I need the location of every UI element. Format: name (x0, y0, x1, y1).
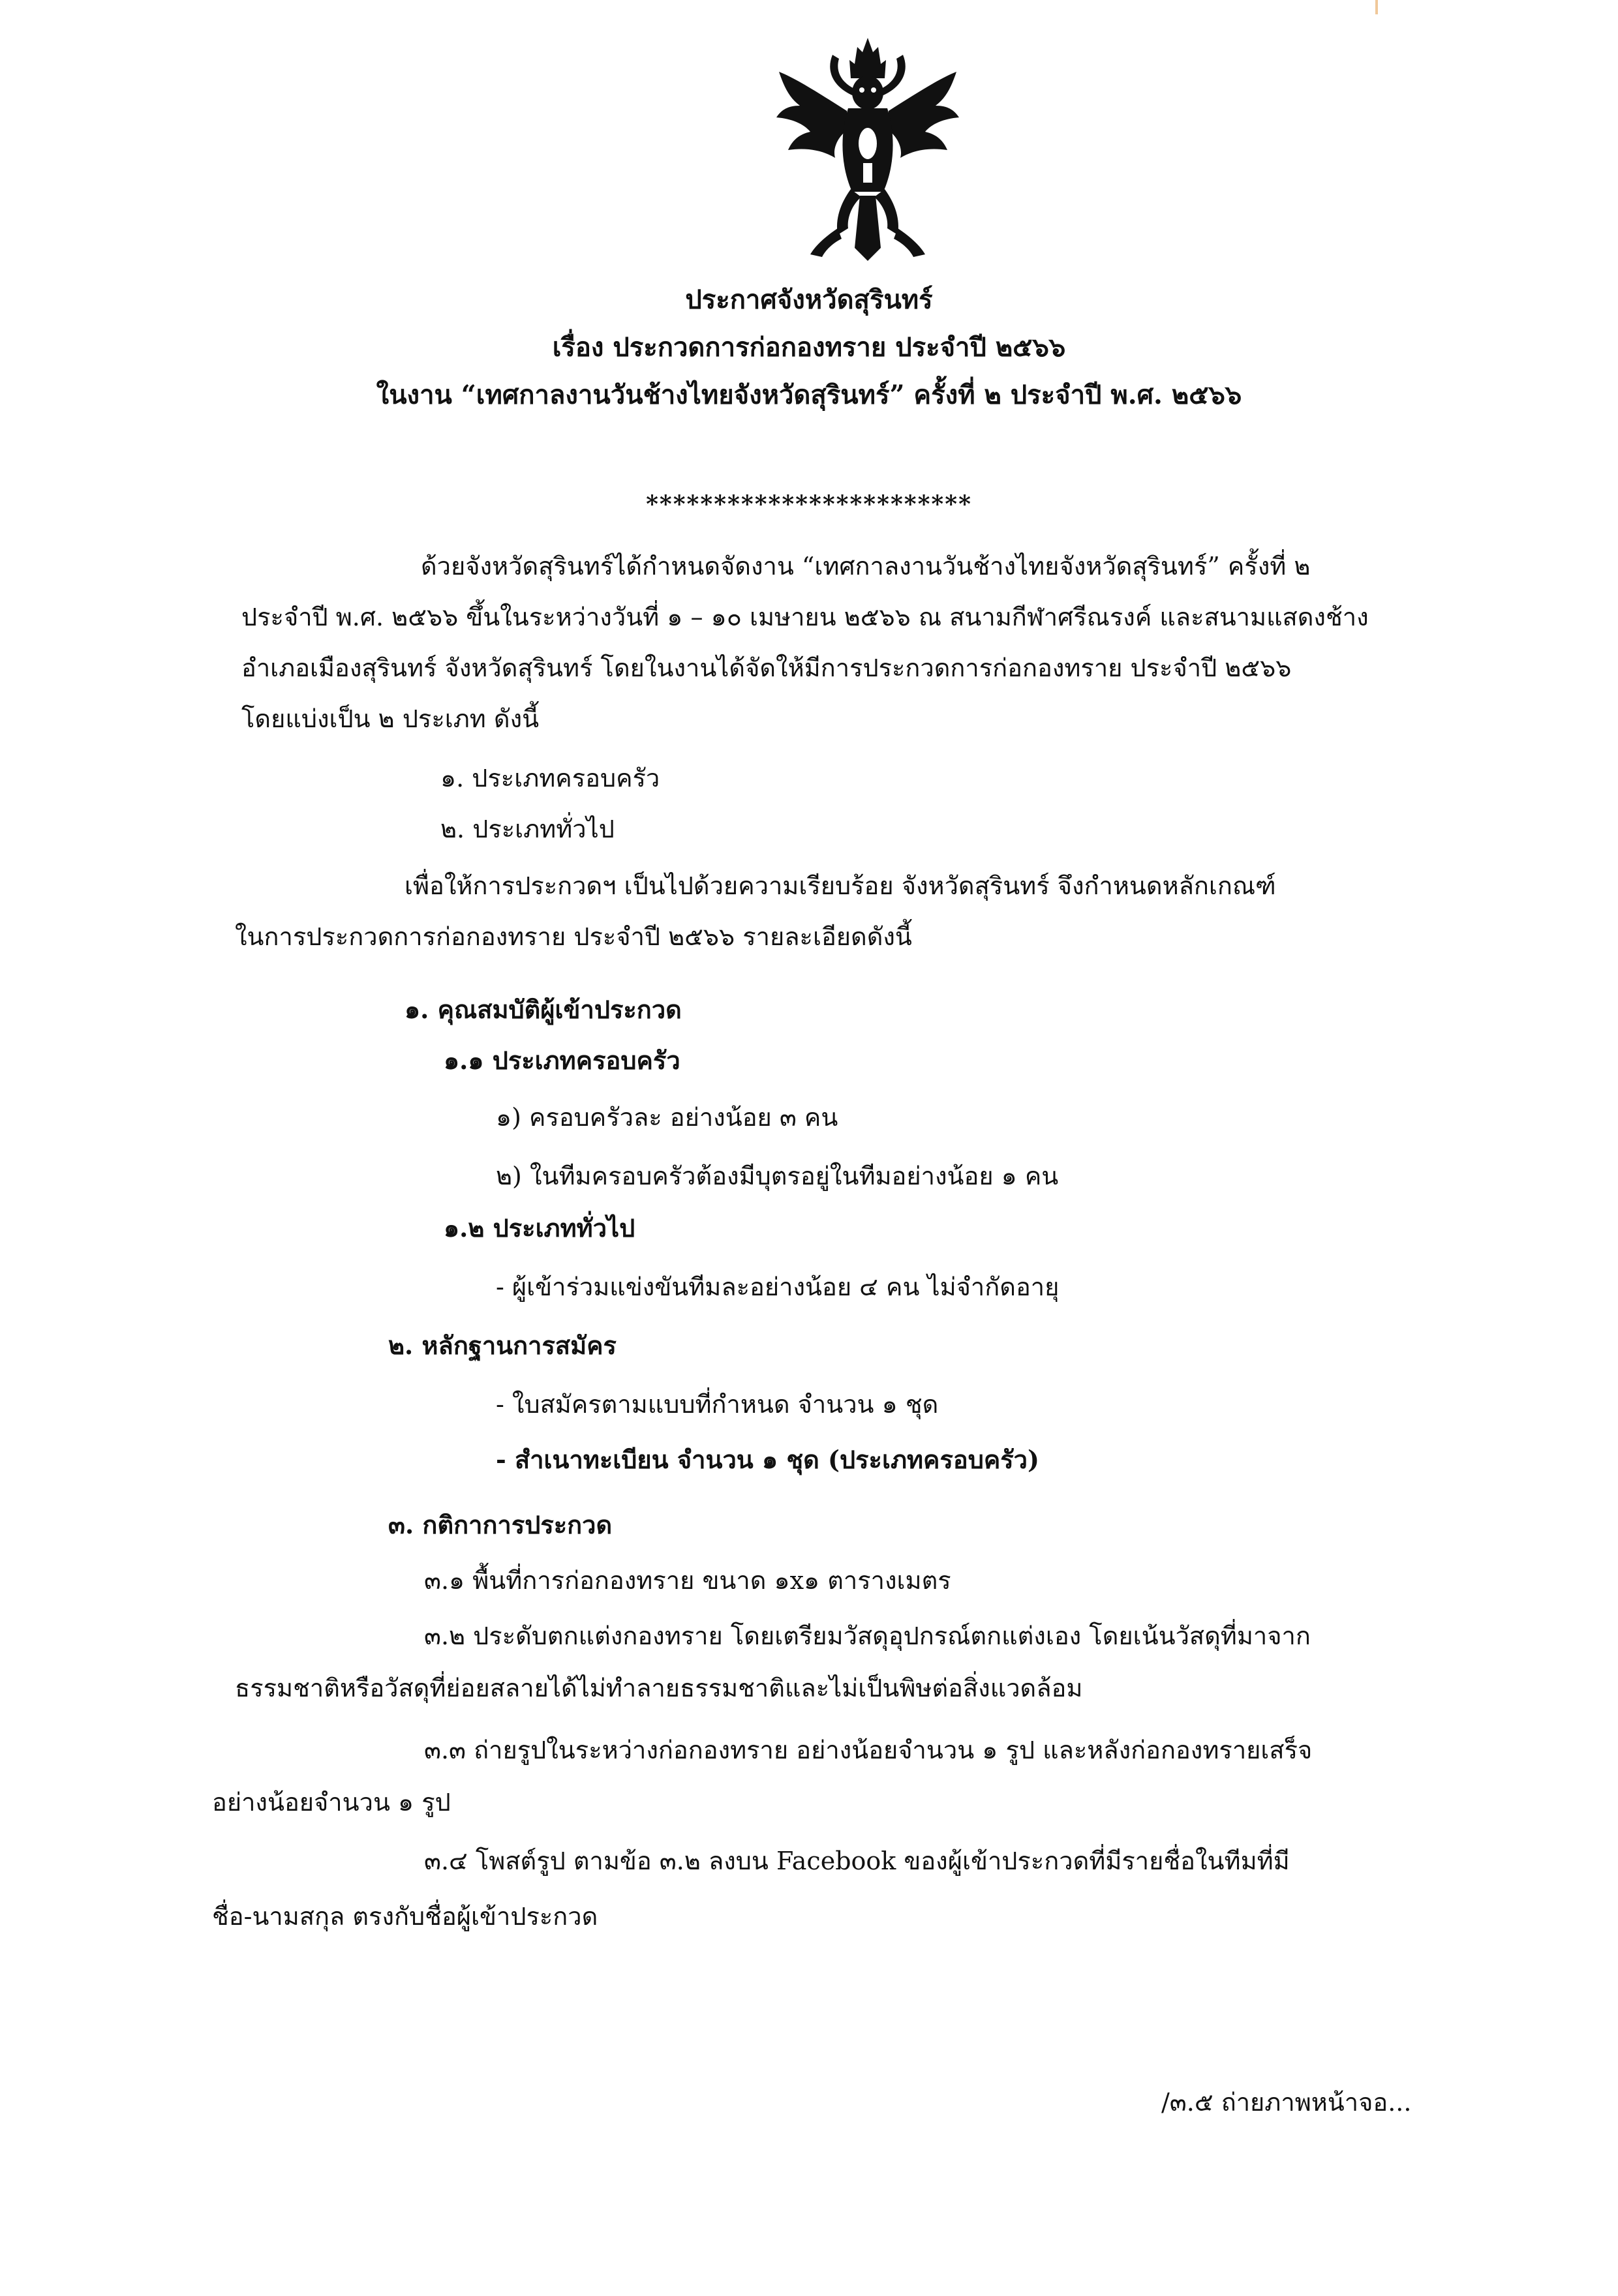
section-1-2-title: ๑.๒ ประเภททั่วไป (444, 1213, 635, 1243)
type-family: ๑. ประเภทครอบครัว (440, 764, 660, 793)
rule-3-4-line-1: ๓.๔ โพสต์รูป ตามข้อ ๓.๒ ลงบน Facebook ของผู้เข้าประกวดที่มีรายชื่อในทีมที่มี (424, 1847, 1290, 1875)
continued-note: /๓.๕ ถ่ายภาพหน้าจอ... (1161, 2088, 1412, 2117)
announcement-subject: เรื่อง ประกวดการก่อกองทราย ประจำปี ๒๕๖๖ (552, 332, 1066, 363)
rule-3-4-line-2: ชื่อ-นามสกุล ตรงกับชื่อผู้เข้าประกวด (212, 1902, 598, 1931)
intro-line-2: ประจำปี พ.ศ. ๒๕๖๖ ขึ้นในระหว่างวันที่ ๑ – ๑๐ เมษายน ๒๕๖๖ ณ สนามกีฬาศรีณรงค์ และสนามแสดงช้าง (241, 603, 1369, 631)
section-1-2-item-1: - ผู้เข้าร่วมแข่งขันทีมละอย่างน้อย ๔ คน ไม่จำกัดอายุ (496, 1273, 1060, 1301)
section-1-1-item-2: ๒) ในทีมครอบครัวต้องมีบุตรอยู่ในทีมอย่างน้อย ๑ คน (496, 1162, 1059, 1190)
separator-stars: ************************ (646, 491, 972, 518)
section-3-title: ๓. กติกาการประกวด (388, 1510, 613, 1539)
section-1-title: ๑. คุณสมบัติผู้เข้าประกวด (404, 995, 682, 1024)
announcement-org: ประกาศจังหวัดสุรินทร์ (685, 284, 933, 315)
type-general: ๒. ประเภททั่วไป (440, 815, 615, 843)
purpose-line-2: ในการประกวดการก่อกองทราย ประจำปี ๒๕๖๖ รายละเอียดดังนี้ (235, 922, 912, 951)
rule-3-1: ๓.๑ พื้นที่การก่อกองทราย ขนาด ๑x๑ ตารางเมตร (424, 1566, 951, 1595)
section-1-1-item-1: ๑) ครอบครัวละ อย่างน้อย ๓ คน (496, 1103, 838, 1132)
announcement-event: ในงาน “เทศกาลงานวันช้างไทยจังหวัดสุรินทร์” ครั้งที่ ๒ ประจำปี พ.ศ. ๒๕๖๖ (376, 380, 1242, 410)
rule-3-3-line-1: ๓.๓ ถ่ายรูปในระหว่างก่อกองทราย อย่างน้อยจำนวน ๑ รูป และหลังก่อกองทรายเสร็จ (424, 1736, 1313, 1764)
garuda-emblem (770, 33, 966, 274)
rule-3-2-line-1: ๓.๒ ประดับตกแต่งกองทราย โดยเตรียมวัสดุอุปกรณ์ตกแต่งเอง โดยเน้นวัสดุที่มาจาก (424, 1622, 1311, 1650)
rule-3-2-line-2: ธรรมชาติหรือวัสดุที่ย่อยสลายได้ไม่ทำลายธรรมชาติและไม่เป็นพิษต่อสิ่งแวดล้อม (235, 1674, 1083, 1702)
section-2-title: ๒. หลักฐานการสมัคร (388, 1331, 617, 1360)
section-1-1-title: ๑.๑ ประเภทครอบครัว (444, 1046, 680, 1075)
section-2-item-1: - ใบสมัครตามแบบที่กำหนด จำนวน ๑ ชุด (496, 1390, 939, 1419)
scan-edge-mark (1375, 0, 1378, 14)
intro-line-3: อำเภอเมืองสุรินทร์ จังหวัดสุรินทร์ โดยในงานได้จัดให้มีการประกวดการก่อกองทราย ประจำปี ๒๕๖๖ (241, 654, 1292, 682)
intro-line-1: ด้วยจังหวัดสุรินทร์ได้กำหนดจัดงาน “เทศกาลงานวันช้างไทยจังหวัดสุรินทร์” ครั้งที่ ๒ (421, 552, 1311, 581)
section-2-item-2: - สำเนาทะเบียน จำนวน ๑ ชุด (ประเภทครอบครัว) (496, 1445, 1039, 1474)
purpose-line-1: เพื่อให้การประกวดฯ เป็นไปด้วยความเรียบร้อย จังหวัดสุรินทร์ จึงกำหนดหลักเกณฑ์ (404, 871, 1276, 900)
rule-3-3-line-2: อย่างน้อยจำนวน ๑ รูป (212, 1788, 451, 1817)
intro-line-4: โดยแบ่งเป็น ๒ ประเภท ดังนี้ (241, 704, 540, 733)
